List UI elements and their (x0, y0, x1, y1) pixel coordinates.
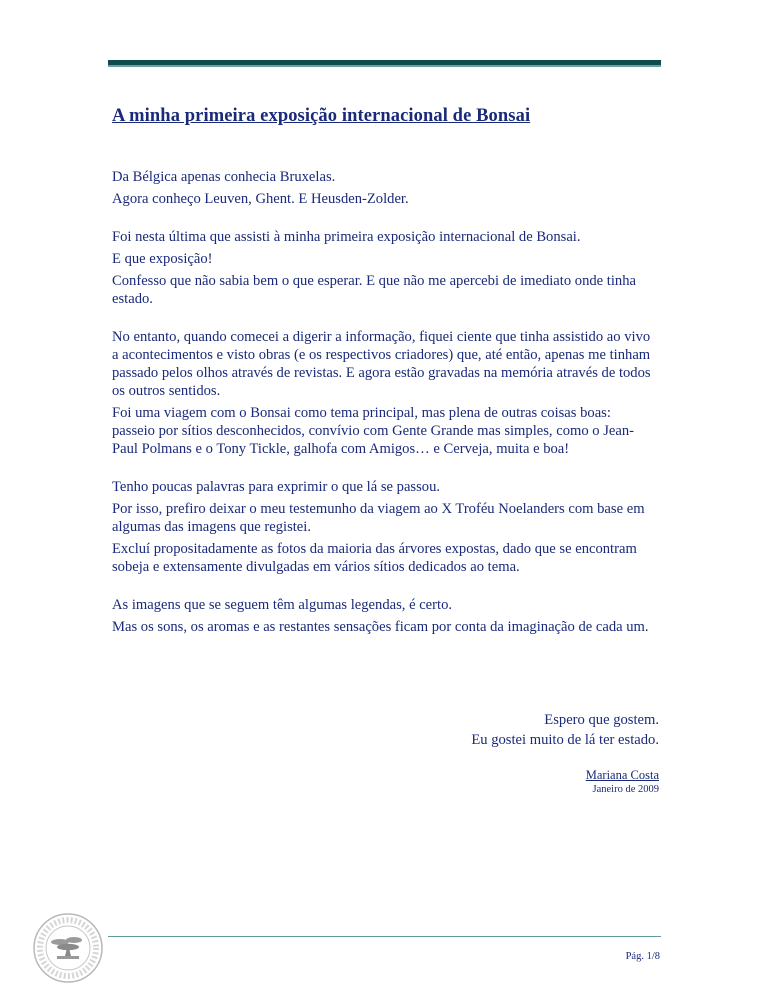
paragraph-line: E que exposição! (112, 251, 213, 267)
paragraph-line: As imagens que se seguem têm algumas legendas, é certo. (112, 597, 453, 613)
closing-remarks (471, 710, 659, 750)
paragraph-line: No entanto, quando comecei a digerir a informação, fiquei ciente que tinha assistido ao vivo a acontecimentos e visto obras (e os respectivos criadores) que, até então, apenas me tinham passado pelos olhos através de revistas. E agora estão gravadas na memória através de todos os outros sentidos. (112, 329, 651, 399)
paragraph-line: Tenho poucas palavras para exprimir o que lá se passou. (112, 479, 441, 495)
paragraph-line: Agora conheço Leuven, Ghent. E Heusden-Zolder. (112, 191, 409, 207)
paragraph-line: Excluí propositadamente as fotos da maioria das árvores expostas, dado que se encontram sobeja e extensamente divulgadas em vários sítios dedicados ao tema. (112, 541, 637, 575)
author-date: Janeiro de 2009 (592, 784, 659, 795)
header-rule (108, 60, 661, 67)
bonsai-club-seal-icon (30, 910, 106, 986)
paragraph-line: Da Bélgica apenas conhecia Bruxelas. (112, 169, 336, 185)
document-body (112, 168, 652, 640)
paragraph-line: Por isso, prefiro deixar o meu testemunho da viagem ao X Troféu Noelanders com base em algumas das imagens que registei. (112, 501, 645, 535)
author-signature (586, 767, 659, 797)
closing-line: Espero que gostem. (544, 712, 659, 728)
page-number: Pág. 1/8 (625, 951, 660, 962)
footer-rule (108, 936, 661, 937)
paragraph-line: Mas os sons, os aromas e as restantes sensações ficam por conta da imaginação de cada um. (112, 619, 649, 635)
document-title: A minha primeira exposição internacional de Bonsai (112, 106, 531, 126)
closing-line: Eu gostei muito de lá ter estado. (471, 732, 659, 748)
paragraph-line: Foi uma viagem com o Bonsai como tema principal, mas plena de outras coisas boas: passeio por sítios desconhecidos, convívio com Gente Grande mas simples, como o Jean-Paul Polmans e o Tony Tickle, galhofa com Amigos… e Cerveja, muita e boa! (112, 405, 635, 457)
paragraph-line: Confesso que não sabia bem o que esperar. E que não me apercebi de imediato onde tinha estado. (112, 273, 636, 307)
author-name: Mariana Costa (585, 768, 659, 782)
paragraph-line: Foi nesta última que assisti à minha primeira exposição internacional de Bonsai. (112, 229, 581, 245)
